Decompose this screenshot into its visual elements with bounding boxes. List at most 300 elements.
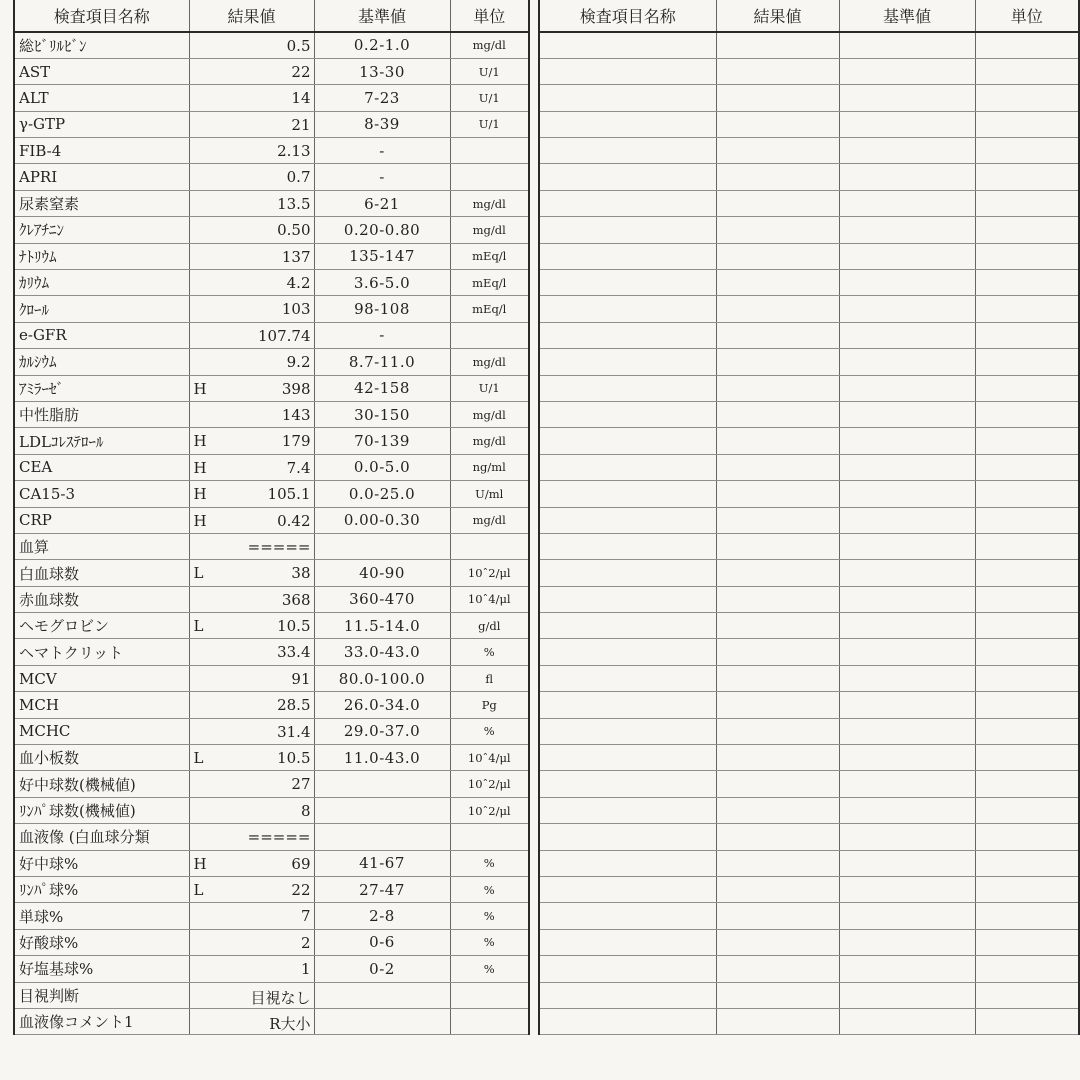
item-name: CRP xyxy=(14,507,189,533)
result-value: 0.50 xyxy=(277,221,311,240)
empty-row xyxy=(539,481,1079,507)
empty-cell xyxy=(716,164,839,190)
item-name: ﾘﾝﾊﾟ球% xyxy=(14,877,189,903)
empty-cell xyxy=(975,32,1079,58)
table-row xyxy=(14,665,529,691)
unit: ng/ml xyxy=(450,454,529,480)
empty-row xyxy=(539,745,1079,771)
empty-cell xyxy=(839,243,975,269)
result-cell xyxy=(189,217,314,243)
unit: mg/dl xyxy=(450,349,529,375)
empty-cell xyxy=(539,771,716,797)
result-cell xyxy=(189,138,314,164)
reference-range: 0.00-0.30 xyxy=(314,507,450,533)
empty-cell xyxy=(539,164,716,190)
empty-cell xyxy=(716,771,839,797)
empty-row xyxy=(539,243,1079,269)
table-row xyxy=(14,111,529,137)
unit: U/ml xyxy=(450,481,529,507)
empty-cell xyxy=(716,507,839,533)
result-cell xyxy=(189,877,314,903)
empty-cell xyxy=(975,401,1079,427)
unit: mg/dl xyxy=(450,217,529,243)
item-name: ALT xyxy=(14,85,189,111)
empty-cell xyxy=(716,270,839,296)
unit xyxy=(450,1008,529,1034)
empty-cell xyxy=(539,217,716,243)
result-value: 目視なし xyxy=(250,988,311,1007)
result-cell xyxy=(189,956,314,982)
flag-indicator: H xyxy=(193,485,207,504)
empty-cell xyxy=(716,243,839,269)
reference-range: 80.0-100.0 xyxy=(314,665,450,691)
item-name: ｶﾙｼｳﾑ xyxy=(14,349,189,375)
table-row xyxy=(14,58,529,84)
result-value: 69 xyxy=(291,854,311,873)
empty-row xyxy=(539,190,1079,216)
result-cell xyxy=(189,903,314,929)
reference-range: 8.7-11.0 xyxy=(314,349,450,375)
empty-cell xyxy=(839,322,975,348)
table-row xyxy=(14,296,529,322)
item-name: 赤血球数 xyxy=(14,586,189,612)
table-row xyxy=(14,956,529,982)
result-value: 2.13 xyxy=(277,142,311,161)
item-name: 血算 xyxy=(14,533,189,559)
unit: U/1 xyxy=(450,85,529,111)
header-reference: 基準値 xyxy=(314,0,450,32)
empty-cell xyxy=(975,481,1079,507)
item-name: FIB-4 xyxy=(14,138,189,164)
table-row xyxy=(14,349,529,375)
empty-cell xyxy=(975,982,1079,1008)
empty-cell xyxy=(839,375,975,401)
table-header-row xyxy=(539,0,1079,32)
result-value: 103 xyxy=(281,300,311,319)
result-value: 0.5 xyxy=(286,37,311,55)
empty-cell xyxy=(539,824,716,850)
empty-cell xyxy=(539,322,716,348)
empty-cell xyxy=(716,454,839,480)
empty-cell xyxy=(839,929,975,955)
empty-cell xyxy=(716,401,839,427)
empty-cell xyxy=(716,929,839,955)
table-row xyxy=(14,1008,529,1034)
reference-range: 27-47 xyxy=(314,877,450,903)
empty-cell xyxy=(716,850,839,876)
empty-cell xyxy=(539,270,716,296)
empty-cell xyxy=(716,877,839,903)
result-cell xyxy=(189,322,314,348)
empty-cell xyxy=(539,454,716,480)
unit: mg/dl xyxy=(450,428,529,454)
empty-cell xyxy=(716,956,839,982)
result-value: 0.7 xyxy=(286,168,311,187)
empty-cell xyxy=(975,745,1079,771)
table-row xyxy=(14,850,529,876)
result-cell xyxy=(189,982,314,1008)
empty-cell xyxy=(975,718,1079,744)
empty-row xyxy=(539,982,1079,1008)
unit xyxy=(450,824,529,850)
reference-range xyxy=(314,533,450,559)
table-row xyxy=(14,560,529,586)
empty-cell xyxy=(839,586,975,612)
empty-cell xyxy=(839,85,975,111)
result-cell xyxy=(189,58,314,84)
table-row xyxy=(14,401,529,427)
empty-cell xyxy=(539,32,716,58)
result-cell xyxy=(189,745,314,771)
empty-cell xyxy=(539,481,716,507)
empty-cell xyxy=(539,745,716,771)
empty-cell xyxy=(716,665,839,691)
reference-range: 26.0-34.0 xyxy=(314,692,450,718)
reference-range: 135-147 xyxy=(314,243,450,269)
reference-range: 13-30 xyxy=(314,58,450,84)
empty-row xyxy=(539,217,1079,243)
result-cell xyxy=(189,560,314,586)
empty-cell xyxy=(975,58,1079,84)
empty-cell xyxy=(975,428,1079,454)
empty-cell xyxy=(539,349,716,375)
header-unit: 単位 xyxy=(450,0,529,32)
result-value: 368 xyxy=(281,590,311,609)
reference-range: - xyxy=(314,138,450,164)
empty-cell xyxy=(716,32,839,58)
header-result: 結果値 xyxy=(189,0,314,32)
result-value: 107.74 xyxy=(258,326,311,345)
table-row xyxy=(14,270,529,296)
empty-cell xyxy=(839,217,975,243)
item-name: MCV xyxy=(14,665,189,691)
unit: mEq/l xyxy=(450,270,529,296)
item-name: 好中球数(機械値) xyxy=(14,771,189,797)
table-row xyxy=(14,190,529,216)
empty-cell xyxy=(539,665,716,691)
empty-cell xyxy=(539,428,716,454)
empty-cell xyxy=(716,58,839,84)
unit: U/1 xyxy=(450,58,529,84)
item-name: LDLｺﾚｽﾃﾛｰﾙ xyxy=(14,428,189,454)
empty-cell xyxy=(539,533,716,559)
result-value: 38 xyxy=(291,564,311,583)
reference-range: 40-90 xyxy=(314,560,450,586)
reference-range: 70-139 xyxy=(314,428,450,454)
unit: U/1 xyxy=(450,375,529,401)
reference-range: 11.5-14.0 xyxy=(314,613,450,639)
empty-row xyxy=(539,850,1079,876)
empty-cell xyxy=(539,138,716,164)
empty-cell xyxy=(839,270,975,296)
reference-range: 0-6 xyxy=(314,929,450,955)
empty-row xyxy=(539,1008,1079,1034)
item-name: 中性脂肪 xyxy=(14,401,189,427)
empty-cell xyxy=(839,1008,975,1034)
unit: 10ˆ4/μl xyxy=(450,586,529,612)
reference-range: 0.20-0.80 xyxy=(314,217,450,243)
empty-cell xyxy=(539,111,716,137)
result-value: 28.5 xyxy=(277,696,311,715)
result-value: 2 xyxy=(300,933,311,952)
results-table-left xyxy=(13,0,530,1035)
item-name: APRI xyxy=(14,164,189,190)
item-name: 白血球数 xyxy=(14,560,189,586)
table-row xyxy=(14,771,529,797)
result-cell xyxy=(189,270,314,296)
empty-cell xyxy=(539,903,716,929)
empty-cell xyxy=(839,401,975,427)
empty-row xyxy=(539,797,1079,823)
unit: % xyxy=(450,850,529,876)
result-value: 398 xyxy=(281,379,311,398)
item-name: CEA xyxy=(14,454,189,480)
result-value: 31.4 xyxy=(277,722,311,741)
result-cell xyxy=(189,296,314,322)
empty-row xyxy=(539,349,1079,375)
empty-cell xyxy=(539,956,716,982)
table-row xyxy=(14,692,529,718)
empty-cell xyxy=(975,111,1079,137)
result-value: 7.4 xyxy=(286,458,311,477)
empty-cell xyxy=(975,929,1079,955)
reference-range xyxy=(314,1008,450,1034)
result-value: 179 xyxy=(281,432,311,451)
unit: 10ˆ2/μl xyxy=(450,771,529,797)
table-row xyxy=(14,877,529,903)
empty-cell xyxy=(539,243,716,269)
table-row xyxy=(14,586,529,612)
empty-cell xyxy=(539,929,716,955)
empty-cell xyxy=(975,665,1079,691)
reference-range: 2-8 xyxy=(314,903,450,929)
table-row xyxy=(14,613,529,639)
result-cell xyxy=(189,850,314,876)
table-row xyxy=(14,824,529,850)
empty-row xyxy=(539,903,1079,929)
reference-range: 3.6-5.0 xyxy=(314,270,450,296)
empty-row xyxy=(539,586,1079,612)
empty-cell xyxy=(539,639,716,665)
table-row xyxy=(14,375,529,401)
empty-cell xyxy=(539,850,716,876)
result-cell xyxy=(189,533,314,559)
empty-cell xyxy=(975,270,1079,296)
empty-row xyxy=(539,322,1079,348)
empty-cell xyxy=(975,1008,1079,1034)
reference-range: 360-470 xyxy=(314,586,450,612)
empty-cell xyxy=(839,797,975,823)
empty-cell xyxy=(839,903,975,929)
result-value: 10.5 xyxy=(277,617,311,636)
empty-cell xyxy=(716,322,839,348)
empty-cell xyxy=(975,190,1079,216)
empty-cell xyxy=(839,32,975,58)
result-value: ===== xyxy=(247,828,311,847)
empty-cell xyxy=(716,1008,839,1034)
result-cell xyxy=(189,164,314,190)
table-row xyxy=(14,507,529,533)
empty-cell xyxy=(716,982,839,1008)
result-cell xyxy=(189,401,314,427)
flag-indicator: H xyxy=(193,379,207,398)
reference-range xyxy=(314,824,450,850)
unit: Pg xyxy=(450,692,529,718)
header-unit: 単位 xyxy=(975,0,1079,32)
table-row xyxy=(14,718,529,744)
result-cell xyxy=(189,771,314,797)
empty-cell xyxy=(539,296,716,322)
empty-cell xyxy=(716,797,839,823)
empty-cell xyxy=(839,613,975,639)
header-result: 結果値 xyxy=(716,0,839,32)
result-cell xyxy=(189,32,314,58)
empty-cell xyxy=(975,243,1079,269)
result-value: R大小 xyxy=(269,1014,311,1033)
header-reference: 基準値 xyxy=(839,0,975,32)
table-row xyxy=(14,243,529,269)
results-table-right xyxy=(538,0,1080,1035)
empty-cell xyxy=(716,296,839,322)
reference-range: 42-158 xyxy=(314,375,450,401)
result-cell xyxy=(189,85,314,111)
empty-cell xyxy=(975,797,1079,823)
empty-cell xyxy=(975,560,1079,586)
unit: % xyxy=(450,718,529,744)
flag-indicator: H xyxy=(193,511,207,530)
empty-row xyxy=(539,454,1079,480)
result-value: 27 xyxy=(291,775,311,794)
unit: mg/dl xyxy=(450,32,529,58)
item-name: 好酸球% xyxy=(14,929,189,955)
result-cell xyxy=(189,111,314,137)
header-item-name: 検査項目名称 xyxy=(14,0,189,32)
unit: mEq/l xyxy=(450,296,529,322)
result-value: 7 xyxy=(300,907,311,926)
empty-cell xyxy=(975,164,1079,190)
item-name: AST xyxy=(14,58,189,84)
reference-range: 8-39 xyxy=(314,111,450,137)
empty-row xyxy=(539,111,1079,137)
empty-cell xyxy=(839,877,975,903)
flag-indicator: H xyxy=(193,458,207,477)
empty-cell xyxy=(975,507,1079,533)
unit: U/1 xyxy=(450,111,529,137)
empty-cell xyxy=(839,718,975,744)
result-cell xyxy=(189,824,314,850)
result-value: 22 xyxy=(291,881,311,899)
empty-cell xyxy=(716,481,839,507)
empty-row xyxy=(539,507,1079,533)
empty-cell xyxy=(975,824,1079,850)
result-cell xyxy=(189,639,314,665)
empty-cell xyxy=(539,401,716,427)
empty-cell xyxy=(975,533,1079,559)
empty-cell xyxy=(716,718,839,744)
item-name: ｸﾚｱﾁﾆﾝ xyxy=(14,217,189,243)
item-name: 単球% xyxy=(14,903,189,929)
empty-cell xyxy=(716,375,839,401)
empty-cell xyxy=(539,586,716,612)
empty-row xyxy=(539,613,1079,639)
empty-cell xyxy=(716,613,839,639)
item-name: e-GFR xyxy=(14,322,189,348)
reference-range: 0.0-25.0 xyxy=(314,481,450,507)
result-cell xyxy=(189,586,314,612)
empty-cell xyxy=(839,428,975,454)
reference-range xyxy=(314,982,450,1008)
empty-cell xyxy=(975,613,1079,639)
result-value: 0.42 xyxy=(277,511,311,530)
item-name: MCHC xyxy=(14,718,189,744)
result-cell xyxy=(189,1008,314,1034)
unit: fl xyxy=(450,665,529,691)
reference-range xyxy=(314,771,450,797)
result-cell xyxy=(189,797,314,823)
result-value: 4.2 xyxy=(286,274,311,293)
unit: % xyxy=(450,956,529,982)
table-header-row xyxy=(14,0,529,32)
empty-cell xyxy=(839,454,975,480)
empty-cell xyxy=(839,956,975,982)
result-value: 105.1 xyxy=(267,485,311,504)
result-value: 21 xyxy=(291,115,311,134)
unit: 10ˆ4/μl xyxy=(450,745,529,771)
empty-cell xyxy=(839,824,975,850)
empty-cell xyxy=(839,138,975,164)
result-value: 10.5 xyxy=(277,749,311,768)
empty-cell xyxy=(539,982,716,1008)
empty-cell xyxy=(975,322,1079,348)
result-value: 13.5 xyxy=(277,194,311,213)
item-name: ﾅﾄﾘｳﾑ xyxy=(14,243,189,269)
result-cell xyxy=(189,507,314,533)
table-row xyxy=(14,533,529,559)
table-row xyxy=(14,164,529,190)
empty-cell xyxy=(716,85,839,111)
empty-cell xyxy=(539,692,716,718)
unit xyxy=(450,533,529,559)
result-cell xyxy=(189,481,314,507)
empty-cell xyxy=(975,639,1079,665)
table-row xyxy=(14,745,529,771)
empty-row xyxy=(539,428,1079,454)
empty-cell xyxy=(975,85,1079,111)
empty-cell xyxy=(716,639,839,665)
empty-cell xyxy=(716,824,839,850)
unit xyxy=(450,138,529,164)
item-name: MCH xyxy=(14,692,189,718)
header-item-name: 検査項目名称 xyxy=(539,0,716,32)
empty-cell xyxy=(975,296,1079,322)
result-value: 33.4 xyxy=(277,643,311,662)
empty-row xyxy=(539,164,1079,190)
empty-cell xyxy=(839,507,975,533)
empty-row xyxy=(539,32,1079,58)
empty-cell xyxy=(839,692,975,718)
empty-cell xyxy=(839,745,975,771)
empty-row xyxy=(539,375,1079,401)
empty-row xyxy=(539,956,1079,982)
empty-row xyxy=(539,138,1079,164)
empty-cell xyxy=(839,560,975,586)
empty-cell xyxy=(716,533,839,559)
item-name: 尿素窒素 xyxy=(14,190,189,216)
empty-row xyxy=(539,560,1079,586)
empty-cell xyxy=(539,1008,716,1034)
empty-cell xyxy=(716,745,839,771)
empty-row xyxy=(539,85,1079,111)
